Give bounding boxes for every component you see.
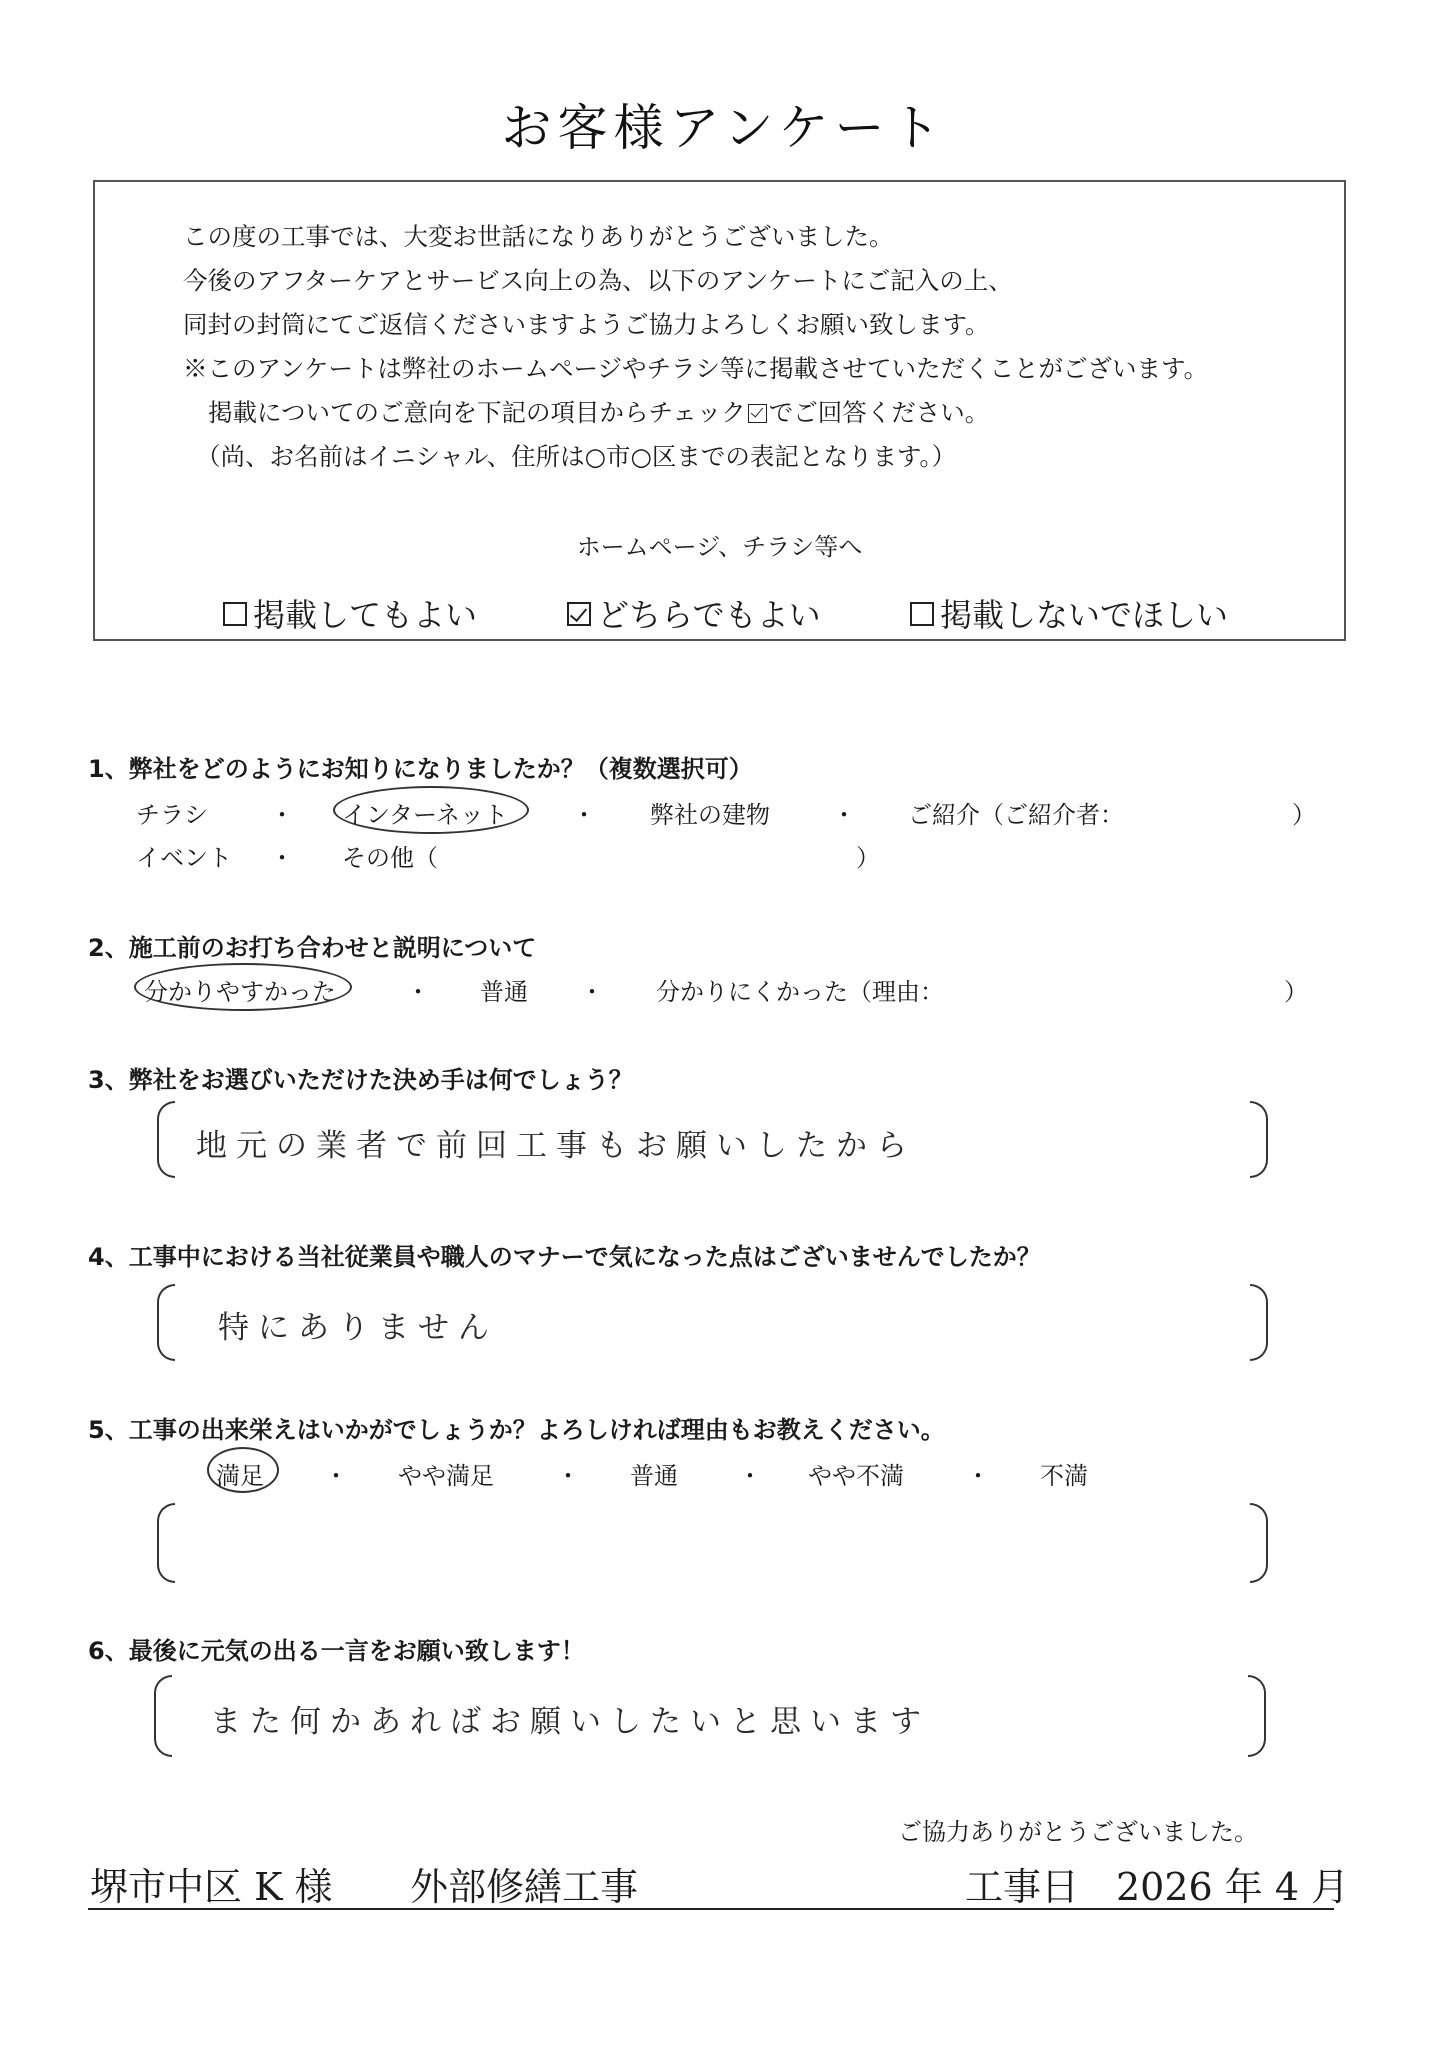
publish-option-deny-label: 掲載しないでほしい xyxy=(940,596,1229,634)
answer-bracket-left xyxy=(154,1675,172,1757)
answer-bracket-right xyxy=(1250,1503,1268,1583)
closing-thanks: ご協力ありがとうございました。 xyxy=(898,1818,1258,1846)
answer-bracket-left xyxy=(157,1101,175,1178)
separator-dot: ・ xyxy=(270,844,294,872)
selection-circle xyxy=(333,786,529,834)
separator-dot: ・ xyxy=(580,978,604,1006)
publication-notice-box xyxy=(93,180,1346,641)
publish-option-allow-label: 掲載してもよい xyxy=(253,596,478,634)
separator-dot: ・ xyxy=(738,1462,762,1490)
notice-line-3: 同封の封筒にてご返信くださいますようご協力よろしくお願い致します。 xyxy=(183,310,990,339)
q1-option-referral[interactable]: ご紹介（ご紹介者： xyxy=(908,801,1124,829)
question-3-title: 3、弊社をお選びいただけた決め手は何でしょう？ xyxy=(88,1066,633,1094)
notice-line-check-instruction xyxy=(208,394,989,429)
separator-dot: ・ xyxy=(572,801,596,829)
checkbox-icon[interactable] xyxy=(910,602,934,626)
question-1-title: 1、弊社をどのようにお知りになりましたか？（複数選択可） xyxy=(88,755,753,783)
q5-option-satisfied[interactable]: 満足 xyxy=(216,1462,264,1490)
q2-option-normal[interactable]: 普通 xyxy=(480,978,528,1006)
q2-option-clear[interactable]: 分かりやすかった xyxy=(144,978,336,1006)
publish-caption: ホームページ、チラシ等へ xyxy=(576,533,863,561)
notice-line-5: （尚、お名前はイニシャル、住所は○市○区までの表記となります。） xyxy=(196,442,957,471)
separator-dot: ・ xyxy=(406,978,430,1006)
q6-answer[interactable]: また何かあればお願いしたいと思います xyxy=(210,1704,930,1740)
question-5-title: 5、工事の出来栄えはいかがでしょうか？よろしければ理由もお教えください。 xyxy=(88,1416,945,1444)
q1-option-event[interactable]: イベント xyxy=(136,844,232,872)
q2-unclear-close: ） xyxy=(1284,978,1308,1006)
checkmark-box-icon xyxy=(748,404,767,423)
separator-dot: ・ xyxy=(324,1462,348,1490)
q1-other-close: ） xyxy=(856,844,880,872)
q4-answer[interactable]: 特にありません xyxy=(218,1310,498,1346)
q1-option-flyer[interactable]: チラシ xyxy=(136,801,208,829)
check-instruction-after: でご回答ください。 xyxy=(768,398,990,427)
notice-line-2: 今後のアフターケアとサービス向上の為、以下のアンケートにご記入の上、 xyxy=(183,266,1013,295)
separator-dot: ・ xyxy=(832,801,856,829)
publish-option-either-label: どちらでもよい xyxy=(597,596,821,634)
separator-dot: ・ xyxy=(556,1462,580,1490)
q1-option-building[interactable]: 弊社の建物 xyxy=(650,801,770,829)
q5-option-dissatisfied[interactable]: 不満 xyxy=(1040,1462,1088,1490)
answer-bracket-right xyxy=(1248,1675,1266,1757)
q5-option-normal[interactable]: 普通 xyxy=(630,1462,678,1490)
page-title: お客様アンケート xyxy=(501,99,947,157)
publish-option-allow[interactable] xyxy=(223,590,477,636)
question-4-title: 4、工事中における当社従業員や職人のマナーで気になった点はございませんでしたか？ xyxy=(88,1243,1041,1271)
question-6-title: 6、最後に元気の出る一言をお願い致します！ xyxy=(88,1637,585,1665)
answer-bracket-right xyxy=(1250,1284,1268,1361)
notice-line-1: この度の工事では、大変お世話になりありがとうございました。 xyxy=(183,222,894,251)
q1-referral-close: ） xyxy=(1292,801,1316,829)
notice-line-4: ※このアンケートは弊社のホームページやチラシ等に掲載させていただくことがございます。 xyxy=(183,354,1209,383)
answer-bracket-left xyxy=(157,1503,175,1583)
footer-date-value: 2026 年 4 月 xyxy=(1116,1865,1350,1909)
publish-option-deny[interactable] xyxy=(910,590,1228,636)
answer-bracket-right xyxy=(1250,1101,1268,1178)
check-instruction-before: 掲載についてのご意向を下記の項目からチェック xyxy=(208,398,746,427)
checked-checkbox-icon[interactable] xyxy=(567,602,591,626)
selection-circle xyxy=(134,963,352,1011)
footer-date-label: 工事日 xyxy=(965,1865,1080,1909)
separator-dot: ・ xyxy=(966,1462,990,1490)
q5-option-somewhat-satisfied[interactable]: やや満足 xyxy=(398,1462,494,1490)
q2-option-unclear[interactable]: 分かりにくかった（理由： xyxy=(656,978,944,1006)
q1-option-internet[interactable]: インターネット xyxy=(342,801,508,829)
selection-circle xyxy=(207,1447,279,1493)
q1-option-other[interactable]: その他（ xyxy=(342,844,438,872)
footer-work-type: 外部修繕工事 xyxy=(410,1865,639,1909)
separator-dot: ・ xyxy=(270,801,294,829)
q3-answer[interactable]: 地元の業者で前回工事もお願いしたから xyxy=(196,1128,916,1164)
question-2-title: 2、施工前のお打ち合わせと説明について xyxy=(88,934,537,962)
q5-option-somewhat-dissatisfied[interactable]: やや不満 xyxy=(808,1462,904,1490)
answer-bracket-left xyxy=(157,1284,175,1361)
publish-option-either[interactable] xyxy=(567,590,821,636)
footer-info xyxy=(88,1856,1350,1910)
checkbox-icon[interactable] xyxy=(223,602,247,626)
footer-customer: 堺市中区 K 様 xyxy=(90,1865,333,1909)
